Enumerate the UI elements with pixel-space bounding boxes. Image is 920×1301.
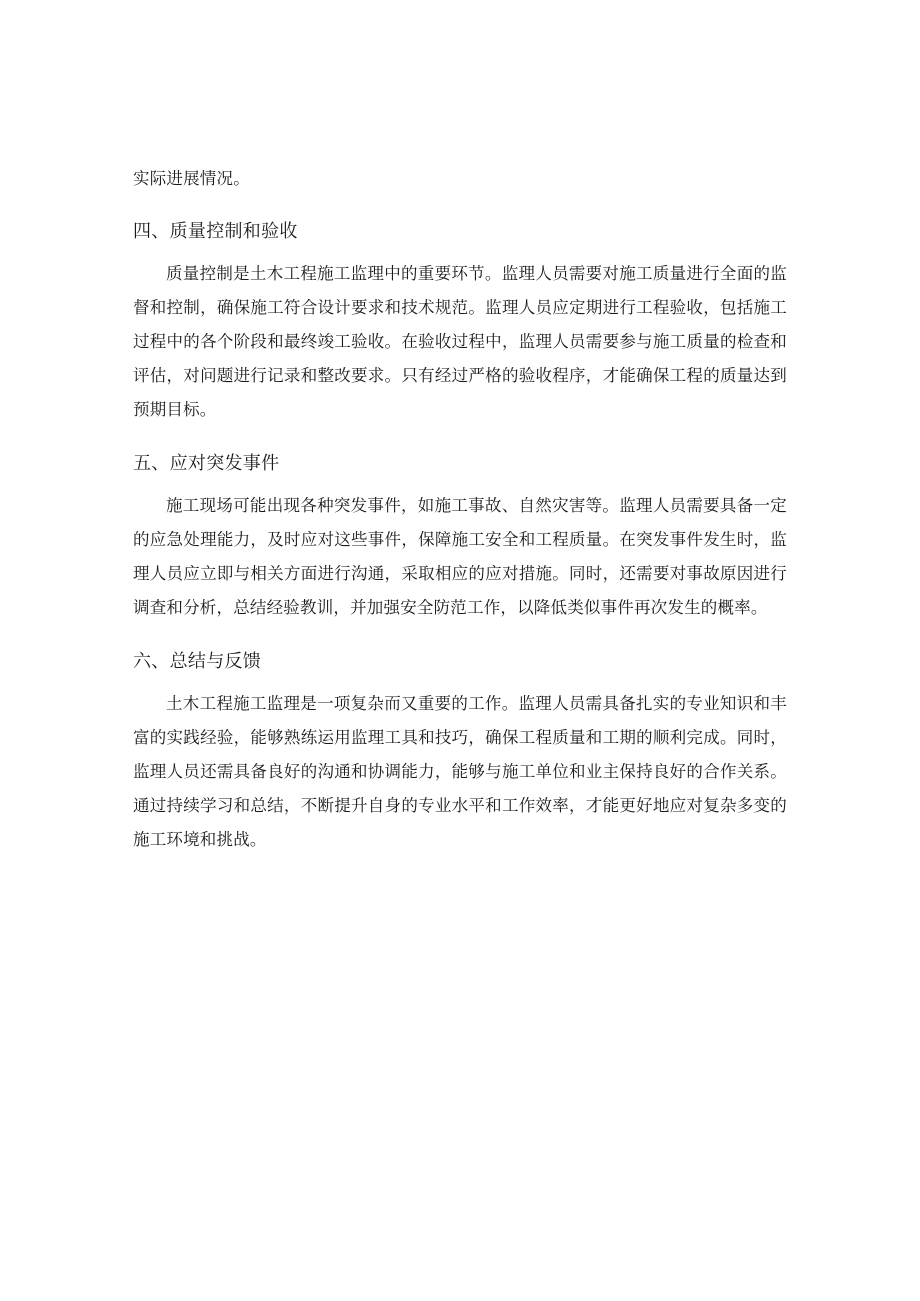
lead-paragraph: 实际进展情况。	[133, 169, 250, 188]
section-heading: 四、质量控制和验收	[133, 221, 298, 242]
section-emergency-response	[133, 447, 787, 625]
section-body: 质量控制是土木工程施工监理中的重要环节。监理人员需要对施工质量进行全面的监督和控制，确保施工符合设计要求和技术规范。监理人员应定期进行工程验收，包括施工过程中的各个阶段和最终竣工验收。在验收过程中，监理人员需要参与施工质量的检查和评估，对问题进行记录和整改要求。只有经过严格的验收程序，才能确保工程的质量达到预期目标。	[133, 264, 787, 419]
section-summary-feedback	[133, 645, 787, 857]
section-body: 土木工程施工监理是一项复杂而又重要的工作。监理人员需具备扎实的专业知识和丰富的实践经验，能够熟练运用监理工具和技巧，确保工程质量和工期的顺利完成。同时，监理人员还需具备良好的沟通和协调能力，能够与施工单位和业主保持良好的合作关系。通过持续学习和总结，不断提升自身的专业水平和工作效率，才能更好地应对复杂多变的施工环境和挑战。	[133, 694, 787, 849]
section-quality-control	[133, 215, 787, 427]
document-content	[133, 162, 787, 857]
section-heading: 六、总结与反馈	[133, 651, 262, 672]
section-heading: 五、应对突发事件	[133, 453, 280, 474]
section-body: 施工现场可能出现各种突发事件，如施工事故、自然灾害等。监理人员需要具备一定的应急处理能力，及时应对这些事件，保障施工安全和工程质量。在突发事件发生时，监理人员应立即与相关方面进行沟通，采取相应的应对措施。同时，还需要对事故原因进行调查和分析，总结经验教训，并加强安全防范工作，以降低类似事件再次发生的概率。	[133, 496, 787, 617]
